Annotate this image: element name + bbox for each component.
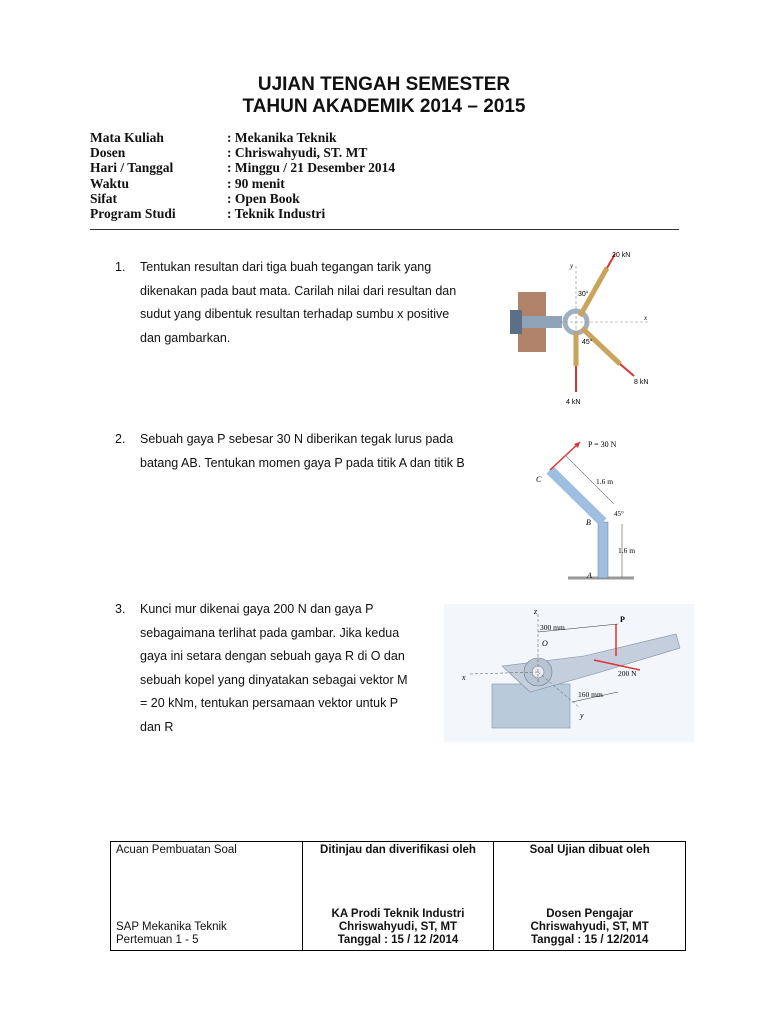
figure-bent-bar: [530, 432, 670, 584]
info-value: : Teknik Industri: [227, 206, 326, 222]
label-4kn: 4 kN: [566, 399, 581, 406]
info-label: Sifat: [90, 190, 117, 206]
bar-ab: [598, 522, 608, 578]
label-angle-30: 30°: [578, 291, 589, 298]
exam-info: [90, 130, 395, 221]
exam-title: UJIAN TENGAH SEMESTER: [257, 74, 511, 95]
cell-line: SAP Mekanika Teknik: [116, 921, 227, 933]
info-row: [90, 206, 395, 221]
question-number: 1.: [115, 260, 126, 274]
cell-reviewer: [302, 842, 494, 951]
info-row: [90, 145, 395, 160]
info-value: : Chriswahyudi, ST. MT: [227, 145, 368, 161]
cell-line: Chriswahyudi, ST, MT: [338, 921, 458, 933]
info-label: Waktu: [90, 175, 130, 191]
label-dim-300: 300 mm: [540, 623, 565, 632]
question-line: gaya ini setara dengan sebuah gaya R di O dan: [140, 649, 405, 663]
info-label: Dosen: [90, 145, 126, 161]
label-axis-y: y: [570, 262, 574, 270]
figure-wrench: [444, 604, 694, 742]
question-line: sudut yang dibentuk resultan terhadap sumbu x positive: [140, 307, 450, 321]
arrow-8kn: [620, 364, 634, 376]
question-line: dan gambarkan.: [140, 330, 231, 345]
info-value: : Open Book: [227, 190, 300, 206]
label-dim-160: 160 mm: [578, 690, 603, 699]
question-line: sebagaimana terlihat pada gambar. Jika kedua: [140, 625, 400, 640]
question-text: [140, 256, 456, 350]
question-line: Tentukan resultan dari tiga buah tegangan tarik yang: [140, 260, 432, 274]
info-row: [90, 176, 395, 191]
approval-table: [110, 841, 686, 951]
cell-reference: [111, 842, 303, 951]
question-line: dan R: [140, 719, 174, 734]
info-row: [90, 191, 395, 206]
label-force-200n: 200 N: [618, 669, 637, 678]
cell-footer: [499, 908, 680, 947]
cell-heading: Acuan Pembuatan Soal: [116, 844, 237, 856]
question-line: batang AB. Tentukan momen gaya P pada titik A dan titik B: [140, 455, 465, 470]
cell-line: Tanggal : 15 / 12 /2014: [337, 934, 459, 946]
label-origin-o: O: [542, 639, 548, 648]
question-line: Kunci mur dikenai gaya 200 N dan gaya P: [140, 602, 374, 616]
cell-footer: [308, 908, 489, 947]
info-label: Mata Kuliah: [90, 130, 164, 145]
label-point-c: C: [536, 475, 542, 484]
cell-line: KA Prodi Teknik Industri: [331, 908, 465, 920]
label-axis-z: z: [534, 607, 538, 616]
cell-author: [494, 842, 686, 951]
label-angle-45: 45°: [582, 339, 593, 346]
label-angle: 45°: [614, 510, 624, 518]
label-length-ab: 1.6 m: [618, 546, 636, 555]
cell-footer: [116, 921, 297, 947]
cell-heading: Soal Ujian dibuat oleh: [529, 844, 650, 856]
info-value: : Minggu / 21 Desember 2014: [227, 160, 396, 176]
info-label: Hari / Tanggal: [90, 160, 174, 176]
label-point-a: A: [587, 571, 592, 580]
academic-year: TAHUN AKADEMIK 2014 – 2015: [242, 96, 526, 117]
cell-line: Pertemuan 1 - 5: [116, 934, 199, 946]
label-force-p: P: [620, 615, 625, 624]
label-point-b: B: [586, 518, 591, 527]
cell-line: Dosen Pengajar: [546, 908, 634, 920]
nut: [510, 310, 522, 334]
question-number: 3.: [115, 602, 126, 616]
figure-eyebolt: [500, 246, 660, 408]
header-divider: [90, 229, 679, 230]
label-force-p: P = 30 N: [588, 440, 617, 449]
question-line: dikenakan pada baut mata. Carilah nilai dari resultan dan: [140, 283, 457, 298]
info-value: : 90 menit: [227, 175, 285, 191]
label-8kn: 8 kN: [634, 379, 649, 386]
label-length-bc: 1.6 m: [596, 477, 614, 486]
question-line: Sebuah gaya P sebesar 30 N diberikan tegak lurus pada: [140, 432, 454, 446]
cell-heading: Ditinjau dan diverifikasi oleh: [320, 844, 476, 856]
question-text: [140, 598, 408, 739]
label-axis-x: x: [644, 314, 648, 322]
question-number: 2.: [115, 432, 126, 446]
info-value: : Mekanika Teknik: [227, 130, 337, 145]
question-line: sebuah kopel yang dinyatakan sebagai vektor M: [140, 672, 408, 687]
cable-8kn: [582, 328, 620, 364]
question-line: = 20 kNm, tentukan persamaan vektor untuk P: [140, 696, 399, 710]
info-label: Program Studi: [90, 206, 176, 222]
label-axis-y: y: [580, 711, 584, 720]
cell-line: Tanggal : 15 / 12/2014: [530, 934, 649, 946]
info-row: [90, 130, 395, 145]
bolt-shank: [522, 316, 562, 328]
label-20kn: 20 kN: [612, 252, 631, 259]
info-row: [90, 160, 395, 175]
label-axis-x: x: [462, 673, 466, 682]
question-text: [140, 428, 465, 475]
cell-line: Chriswahyudi, ST, MT: [530, 921, 649, 933]
